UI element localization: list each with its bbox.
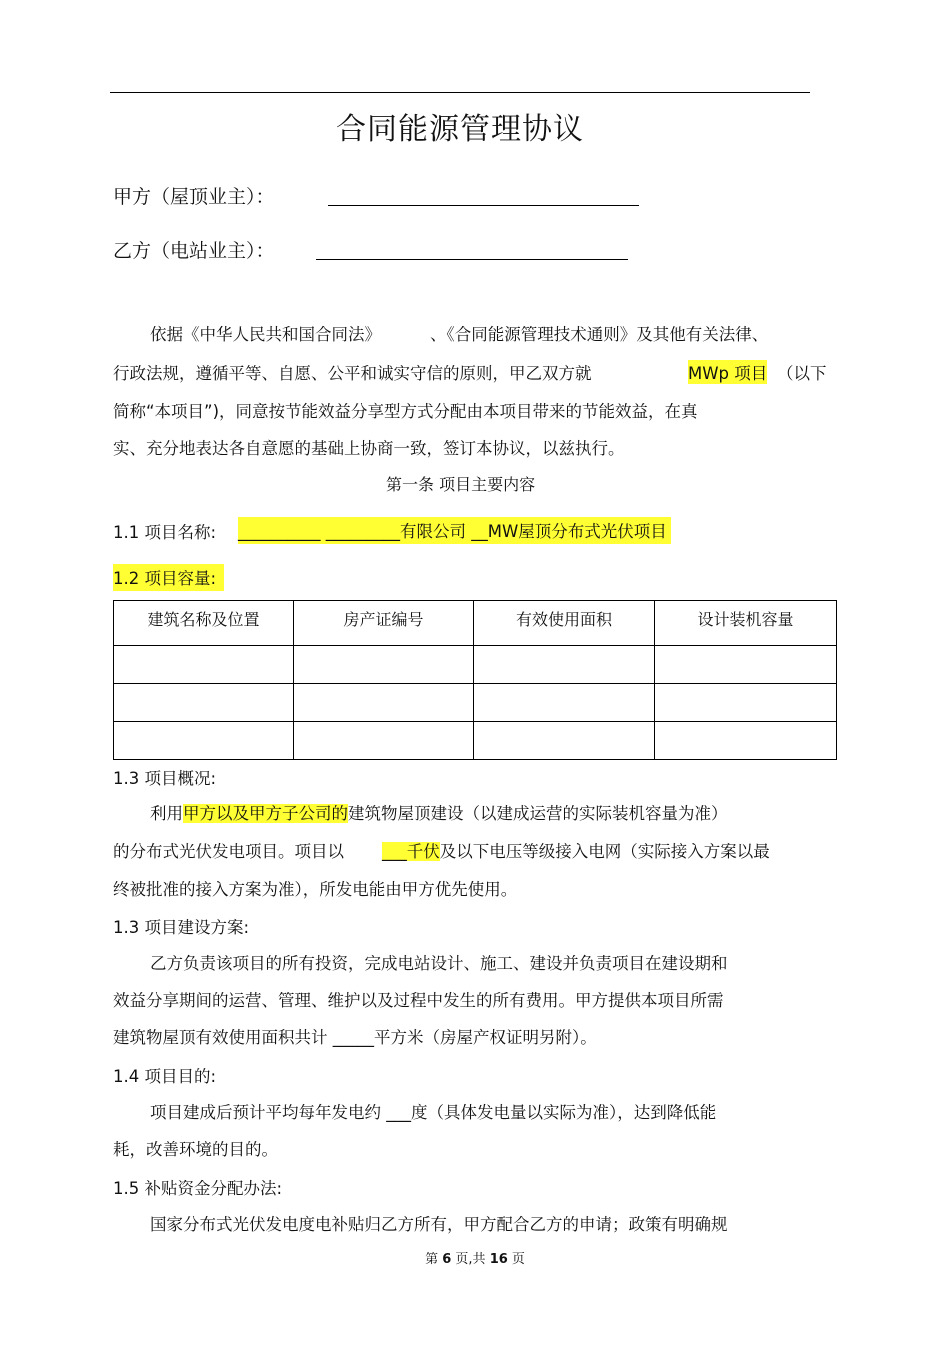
header-rule — [110, 92, 810, 93]
s1-3a-line2-a: 的分布式光伏发电项目。项目以 — [113, 842, 344, 861]
table-header-cell: 房产证编号 — [294, 601, 474, 646]
party-a-blank — [328, 205, 639, 206]
s1-5-line1: 国家分布式光伏发电度电补贴归乙方所有，甲方配合乙方的申请；政策有明确规 — [150, 1215, 728, 1234]
footer-prefix: 第 — [425, 1252, 439, 1267]
s1-3a-line2-b: 及以下电压等级接入电网（实际接入方案以最 — [439, 842, 770, 861]
table-cell — [294, 646, 474, 684]
table-header-cell: 有效使用面积 — [474, 601, 655, 646]
table-header-cell: 设计装机容量 — [655, 601, 837, 646]
s1-1-value: __________ _________有限公司 __MW屋顶分布式光伏项目 — [238, 517, 671, 544]
s1-3b-label: 1.3 项目建设方案: — [113, 918, 250, 937]
article1-title: 第一条 项目主要内容 — [386, 475, 536, 494]
table-cell — [114, 646, 294, 684]
intro-line1-a: 依据《中华人民共和国合同法》 — [150, 325, 381, 344]
s1-3a-voltage: ___千伏 — [382, 842, 440, 861]
s1-4-label: 1.4 项目目的: — [113, 1067, 217, 1086]
table-header-row — [114, 601, 837, 646]
intro-line3: 简称“本项目”)，同意按节能效益分享型方式分配由本项目带来的节能效益，在真 — [113, 402, 698, 421]
table-cell — [474, 646, 655, 684]
table-cell — [655, 722, 837, 760]
table-cell — [114, 722, 294, 760]
footer-suffix: 页 — [511, 1252, 525, 1267]
s1-3b-line1: 乙方负责该项目的所有投资，完成电站设计、施工、建设并负责项目在建设期和 — [150, 954, 728, 973]
table-cell — [474, 722, 655, 760]
s1-3a-line1-highlight: 甲方以及甲方子公司的 — [183, 804, 348, 823]
table-cell — [655, 646, 837, 684]
table-cell — [294, 684, 474, 722]
table-header-cell: 建筑名称及位置 — [114, 601, 294, 646]
footer-total-pages: 16 — [489, 1252, 508, 1267]
intro-line1-b: 、《合同能源管理技术通则》及其他有关法律、 — [430, 325, 769, 344]
s1-4-line1: 项目建成后预计平均每年发电约 ___度（具体发电量以实际为准），达到降低能 — [150, 1103, 717, 1122]
s1-3a-line1 — [150, 800, 728, 824]
s1-4-line2: 耗，改善环境的目的。 — [113, 1140, 278, 1159]
s1-3a-label: 1.3 项目概况: — [113, 769, 217, 788]
footer-page-number: 6 — [442, 1252, 452, 1267]
intro-project-capacity: MWp 项目 — [688, 360, 767, 384]
intro-line2-a: 行政法规，遵循平等、自愿、公平和诚实守信的原则，甲乙双方就 — [113, 364, 592, 383]
s1-3b-line2: 效益分享期间的运营、管理、维护以及过程中发生的所有费用。甲方提供本项目所需 — [113, 991, 724, 1010]
party-b-label: 乙方（电站业主）： — [113, 240, 275, 262]
s1-5-label: 1.5 补贴资金分配办法: — [113, 1179, 283, 1198]
intro-line2-c: （以下 — [777, 364, 827, 383]
page-footer — [0, 1248, 950, 1267]
s1-3a-line3: 终被批准的接入方案为准），所发电能由甲方优先使用。 — [113, 880, 518, 899]
s1-2-label: 1.2 项目容量: — [113, 564, 224, 591]
table-row — [114, 684, 837, 722]
table-row — [114, 722, 837, 760]
s1-3a-line2 — [382, 838, 770, 862]
s1-1-label: 1.1 项目名称: — [113, 523, 217, 542]
party-b-blank — [316, 259, 628, 260]
table-cell — [294, 722, 474, 760]
capacity-table — [113, 600, 837, 760]
s1-3a-line1-a: 利用 — [150, 804, 183, 823]
footer-mid: 页,共 — [455, 1252, 486, 1267]
table-cell — [474, 684, 655, 722]
table-row — [114, 646, 837, 684]
s1-3b-line3: 建筑物屋顶有效使用面积共计 _____平方米（房屋产权证明另附）。 — [113, 1028, 597, 1047]
party-a-label: 甲方（屋顶业主）： — [113, 186, 275, 208]
table-cell — [655, 684, 837, 722]
table-cell — [114, 684, 294, 722]
document-title: 合同能源管理协议 — [336, 112, 584, 147]
intro-line4: 实、充分地表达各自意愿的基础上协商一致，签订本协议，以兹执行。 — [113, 439, 625, 458]
s1-3a-line1-b: 建筑物屋顶建设（以建成运营的实际装机容量为准） — [348, 804, 728, 823]
